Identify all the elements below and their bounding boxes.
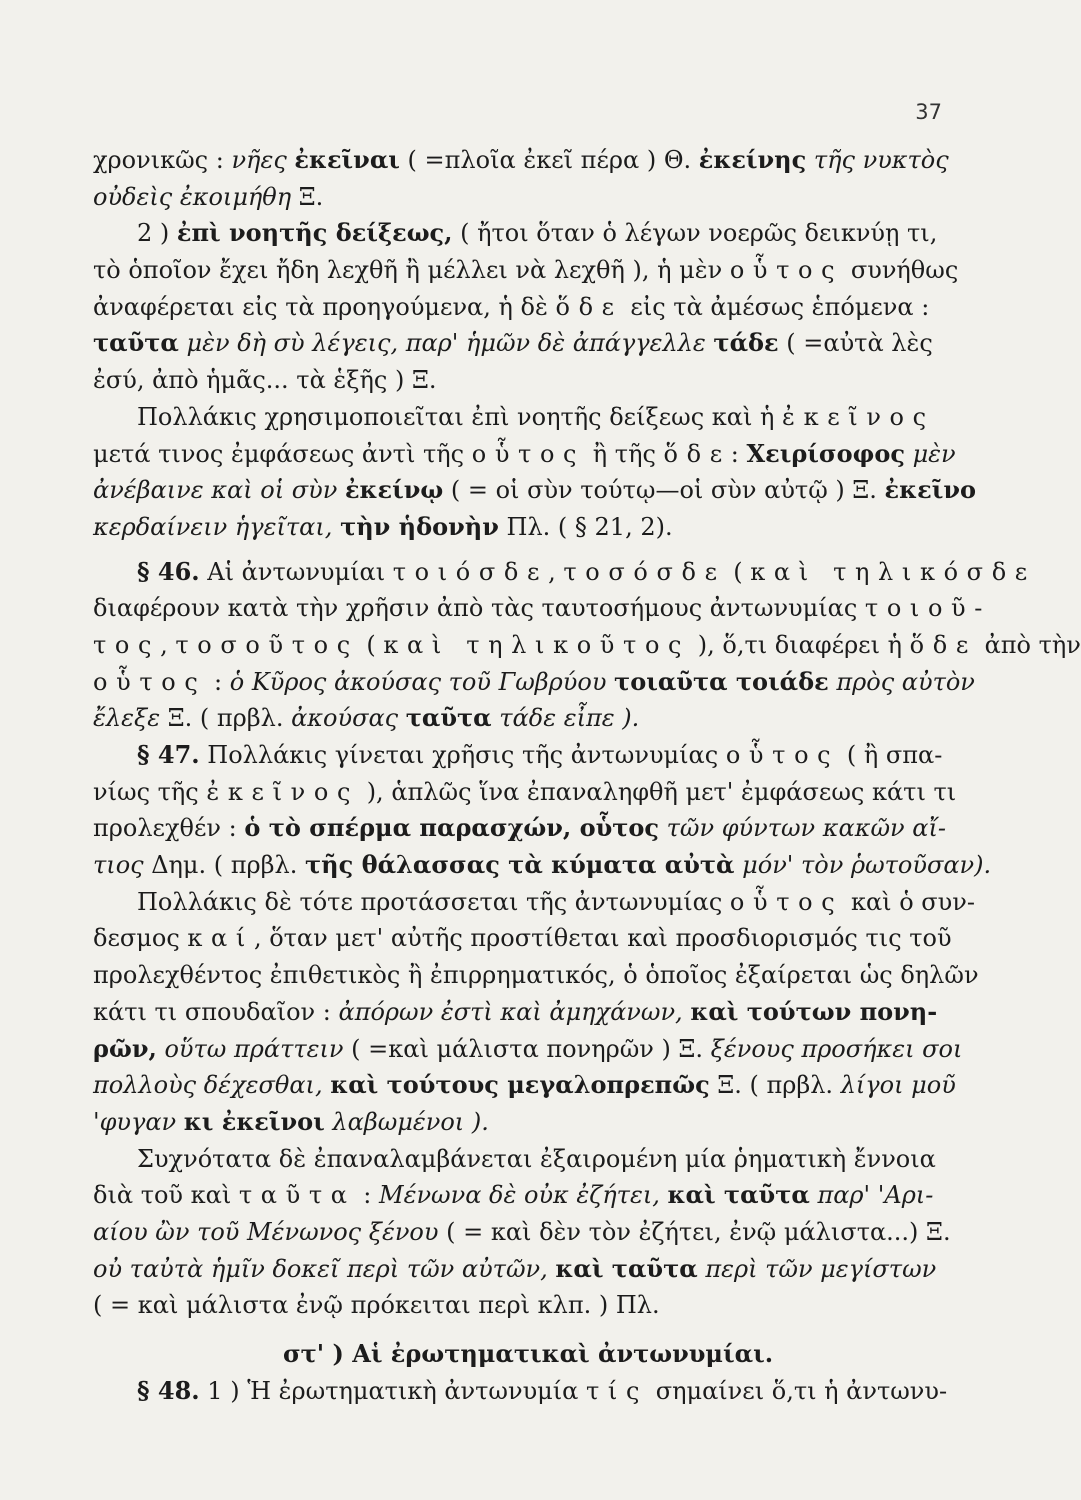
text-run: τάδε εἶπε ). [491,704,640,733]
text-run: καὶ τηλικοῦτος [383,630,691,659]
text-run: δεσμος [93,924,188,953]
text-run: μόν' τὸν ῥωτοῦσαν). [734,851,992,880]
text-line [93,664,975,701]
text-run: Πολλάκις δὲ τότε προτάσσεται τῆς ἀντωνυμίας [137,887,730,916]
text-run: διὰ τοῦ καὶ [93,1181,239,1210]
text-run: νῆες [231,146,295,174]
text-run: § 47. [137,740,200,769]
body-text [93,142,1081,1409]
text-run: ἐπὶ νοητῆς δείξεως, [176,218,453,248]
text-line [93,215,963,252]
text-run: Πολλάκις γίνεται χρῆσις τῆς ἀντωνυμίας [199,741,726,769]
text-run: : [730,439,747,468]
text-run: Δημ. ( πρβλ. [143,851,305,880]
text-run: ἐσύ, ἀπὸ ἡμᾶς... τὰ ἑξῆς ) Ξ. [93,366,437,395]
text-run: ( ἢ σπα- [839,741,943,769]
text-run: ), ἁπλῶς ἵνα ἐπαναληφθῆ μετ' ἐμφάσεως κάτι τι [359,777,957,806]
text-run: ρῶν, [93,1033,157,1063]
text-line [93,1067,963,1104]
text-line [93,399,963,436]
text-run: ( =πλοῖα ἐκεῖ πέρα ) Θ. [399,146,699,174]
text-run: κι ἐκεῖνοι [183,1106,325,1136]
text-line [93,179,963,216]
text-run: ταῦτα [238,1181,356,1210]
text-run: Συχνότατα δὲ ἐπαναλαμβάνεται ἐξαιρομένη μία ῥηματικὴ ἔννοια [137,1144,936,1173]
text-run: ἐκείνῳ [344,475,444,505]
text-run: ἀκούσας [291,704,406,733]
text-run: ὅδε [663,439,731,468]
text-run: οὗτος [471,439,586,468]
text-run: ( [358,630,384,659]
text-line [93,1031,963,1068]
text-run: ἐκεῖνος [782,402,935,431]
text-line [93,142,963,179]
text-run: ἐκεῖναι [294,145,400,174]
text-run: ἀπόρων ἐστὶ καὶ ἀμηχάνων, [338,997,691,1026]
text-run: μὲν δὴ σὺ λέγεις, παρ' ἡμῶν δὲ ἀπάγγελλε [178,329,714,358]
text-run: ταῦτα [93,328,179,358]
text-run: προλεχθέντος ἐπιθετικὸς ἢ ἐπιρρηματικός, ὁ ὁποῖος ἐξαίρεται ὡς δηλῶν [93,961,979,990]
section-heading: στ' ) Αἱ ἐρωτηματικαὶ ἀντωνυμίαι. [282,1339,774,1368]
text-line [93,700,963,737]
text-run: καὶ ταῦτα [667,1180,810,1210]
text-run: τοσόσδε [563,557,726,586]
text-line [93,810,963,847]
text-run: οὐ ταὐτὰ ἡμῖν δοκεῖ περὶ τῶν αὐτῶν, [93,1254,556,1283]
text-run: κάτι τι σπουδαῖον : [93,997,339,1026]
text-run: καὶ τούτων πονη- [690,996,938,1026]
text-line [93,737,963,774]
last-line [93,1373,963,1410]
text-run: οὗτος [725,741,840,769]
text-run: τίς [586,1376,649,1405]
text-run: οὗτος [729,256,844,285]
text-run: ἀναφέρεται εἰς τὰ προηγούμενα, ἡ δὲ [93,292,556,321]
text-run: ( =καὶ μάλιστα πονηρῶν ) Ξ. [343,1034,711,1063]
text-run: πολλοὺς δέχεσθαι, [93,1071,331,1100]
text-run: 2 ) [137,219,177,248]
text-run: μετά τινος ἐμφάσεως ἀντὶ τῆς [93,439,472,468]
text-line [93,1287,963,1324]
text-run: τιος [93,851,144,880]
text-run: λίγοι μοῦ [840,1071,956,1100]
text-line [93,1141,963,1178]
text-run: § 48. [137,1375,200,1405]
text-run: ὅδε [909,630,977,659]
text-run: τῆς νυκτὸς [806,146,949,174]
text-line [93,1104,963,1141]
text-run: τοσοῦτος [175,630,359,659]
text-run: αίου ὢν τοῦ Μένωνος ξένου [93,1217,439,1246]
text-run: καὶ τούτους μεγαλοπρεπῶς [330,1070,710,1100]
text-line [93,920,963,957]
text-run: : [206,667,230,696]
text-run: ἀνέβαινε καὶ οἱ σὺν [93,476,345,505]
text-run: οὐδεὶς ἐκοιμήθη [93,182,292,211]
text-run: νίως τῆς [93,777,207,806]
text-run: καὶ τηλικόσδε [750,557,1036,586]
text-run: μὲν [904,439,956,468]
text-run: τὸ ὁποῖον ἔχει ἤδη λεχθῆ ἢ μέλλει νὰ λεχθῆ ), ἡ μὲν [93,256,730,285]
text-line [93,472,976,509]
text-line [93,325,963,362]
text-line [93,994,963,1031]
text-line [93,884,975,921]
text-run: , [160,630,176,659]
paragraph-gap [93,546,963,554]
text-line [93,957,979,994]
text-run: Μένωνα δὲ οὐκ ἐζήτει, [379,1181,668,1210]
text-run: οὗτος [729,887,844,916]
text-run: , ὅταν μετ' αὐτῆς προστίθεται καὶ προσδιορισμός τις τοῦ [253,924,952,953]
text-run: ξένους προσήκει σοι [710,1034,963,1063]
text-run: χρονικῶς : [93,146,232,174]
text-line [93,1214,963,1251]
text-run: : [355,1181,379,1210]
text-line [93,627,1081,664]
text-run: Ξ. [291,182,324,211]
text-run: οὗτος [93,667,207,696]
text-run: λαβωμένοι ). [324,1107,489,1136]
text-run: Ξ. ( πρβλ. [709,1071,841,1100]
text-run: ἢ τῆς [585,439,664,468]
text-run: τὴν ἡδονὴν [340,511,499,541]
text-line [93,289,963,326]
text-run: οὕτω πράττειν [156,1034,344,1063]
text-line [93,1251,963,1288]
text-run: Ξ. ( πρβλ. [160,704,292,733]
text-run: ( [725,557,751,586]
text-run: περὶ τῶν μεγίστων [697,1254,937,1283]
text-run: ἐκεῖνο [884,475,976,505]
text-run: κερδαίνειν ἡγεῖται, [93,512,341,541]
paragraph-lines [93,142,1081,1324]
text-line [93,1177,963,1214]
text-run: καὶ ὁ συν- [843,887,975,916]
text-run: Πλ. ( § 21, 2). [498,512,673,541]
text-run: τοιοῦ- [864,594,992,623]
text-run: διαφέρουν κατὰ τὴν χρῆσιν ἀπὸ τὰς ταυτοσήμους ἀντωνυμίας [93,594,865,623]
text-run: καί [187,924,254,953]
text-run: ( = καὶ μάλιστα ἐνῷ πρόκειται περὶ κλπ. ) Πλ. [93,1291,660,1320]
text-run: ἐκείνης [698,145,807,174]
text-run: σημαίνει ὅ,τι ἡ ἀντωνυ- [648,1376,948,1405]
text-run: 'φυγαν [93,1107,184,1136]
page-number: 37 [915,100,942,124]
text-run: 1 ) Ἡ ἐρωτηματικὴ ἀντωνυμία [199,1376,587,1405]
text-run: καὶ ταῦτα [555,1253,698,1283]
text-run: προλεχθέν : [93,814,245,843]
text-run: τάδε [713,328,779,358]
text-run: τοιόσδε [392,557,549,586]
text-line [93,362,963,399]
text-run: ὁ Κῦρος ἀκούσας τοῦ Γωβρύου [229,667,615,696]
text-run: Αἱ ἀντωνυμίαι [199,557,393,586]
text-run: ἔλεξε [93,704,161,733]
text-run: Χειρίσοφος [746,438,905,468]
text-run: εἰς τὰ ἀμέσως ἑπόμενα : [622,292,930,321]
text-run: τῶν φύντων κακῶν αἴ- [659,814,946,843]
text-run: ( = οἱ σὺν τούτῳ—οἱ σὺν αὐτῷ ) Ξ. [443,476,885,505]
text-line [93,554,1036,591]
text-line [93,774,963,811]
text-run: Πολλάκις χρησιμοποιεῖται ἐπὶ νοητῆς δείξεως καὶ ἡ [137,402,783,431]
text-run: , [548,557,564,586]
text-line [93,436,963,473]
text-run: τῆς θάλασσας τὰ κύματα αὐτὰ [305,850,735,880]
text-line [93,509,963,546]
text-run: τος [93,630,161,659]
text-line [93,847,992,884]
text-run: ὅδε [555,292,623,321]
text-run: ( ἤτοι ὅταν ὁ λέγων νοερῶς δεικνύῃ τι, [452,219,938,248]
text-run: ὁ τὸ σπέρμα παρασχών, οὗτος [244,813,660,843]
text-run: ἀπὸ τὴν [976,630,1081,659]
text-run: ( =αὐτὰ λὲς [778,329,933,358]
text-run: τοιαῦτα τοιάδε [614,666,829,696]
text-run: § 46. [137,556,200,586]
text-run: ταῦτα [405,703,492,733]
text-run: παρ' 'Αρι- [809,1181,934,1210]
text-run: ), ὅ,τι διαφέρει ἡ [690,630,910,659]
text-line [93,590,992,627]
text-run: πρὸς αὐτὸν [828,667,975,696]
text-line [93,252,963,289]
text-run: συνήθως [843,256,959,285]
text-run: ( = καὶ δὲν τὸν ἐζήτει, ἐνῷ μάλιστα...) Ξ. [438,1217,951,1246]
text-run: ἐκεῖνος [206,777,360,806]
